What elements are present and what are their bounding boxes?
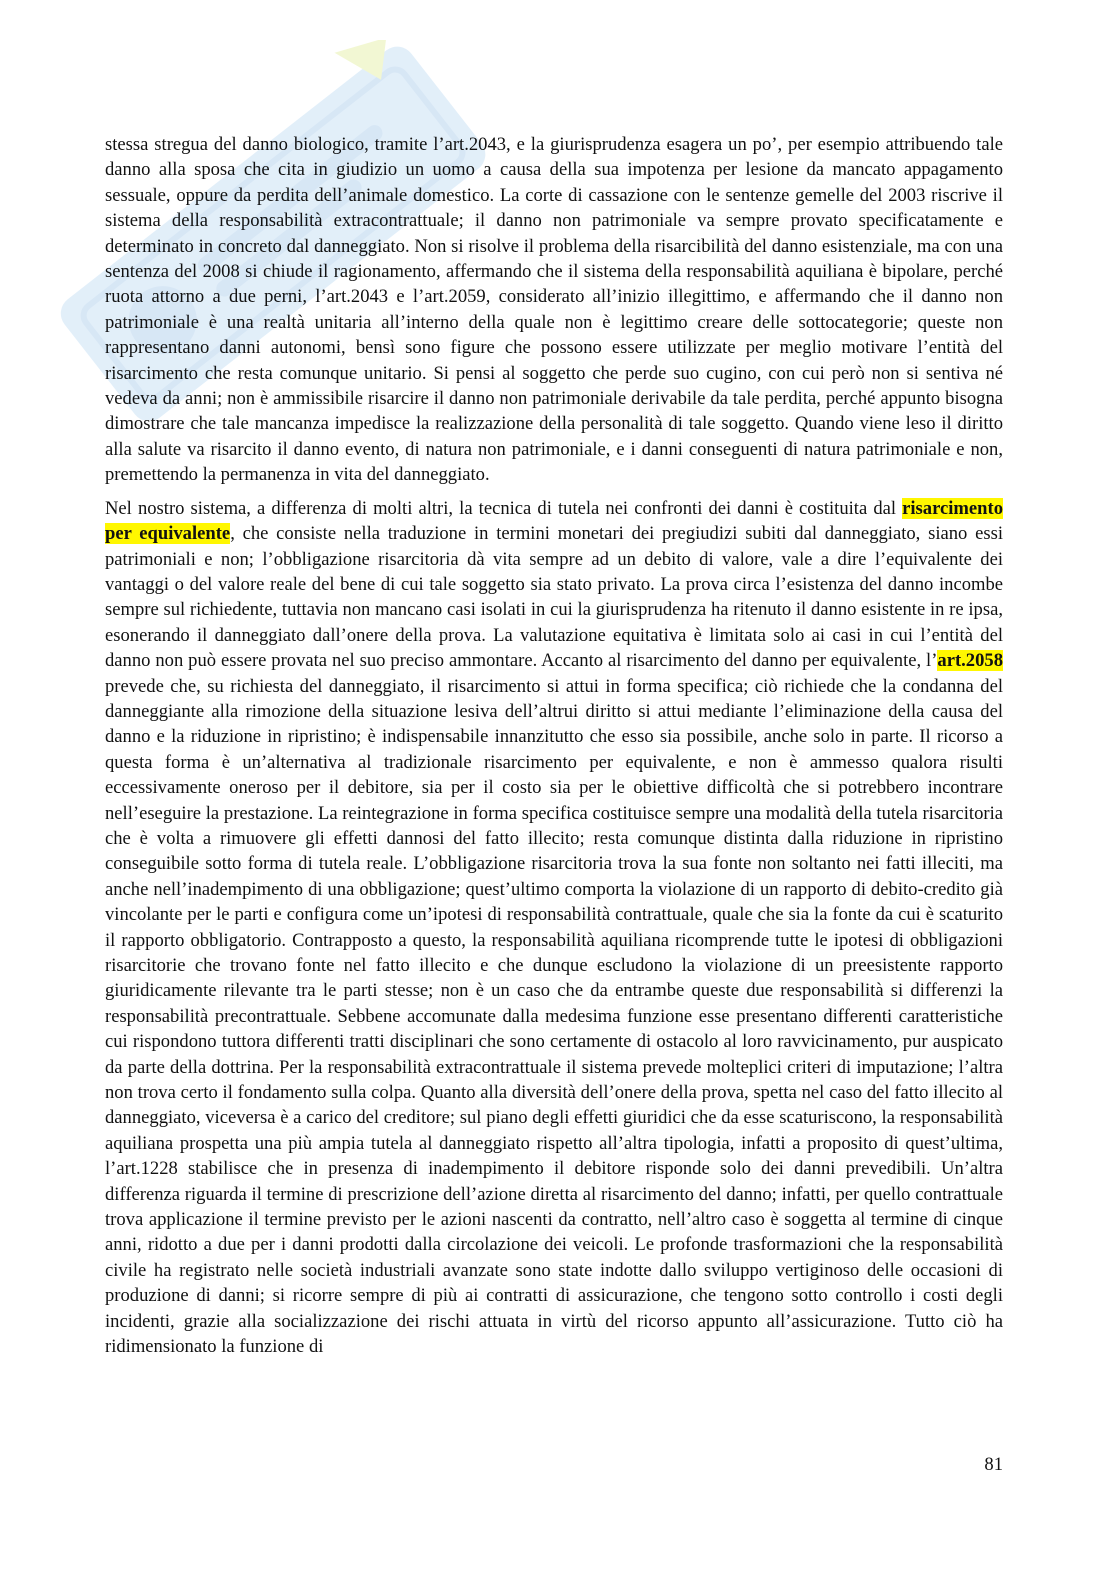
paragraph-1: stessa stregua del danno biologico, tramite l’art.2043, e la giurisprudenza esagera un po’, per esempio attribuendo tale danno alla sposa che cita in giudizio un uomo a causa della sua impotenza per lesione da mancato appagamento sessuale, oppure da perdita dell’animale domestico. La corte di cassazione con le sentenze gemelle del 2003 riscrive il sistema della responsabilità extracontrattuale; il danno non patrimoniale va sempre provato specificatamente e determinato in concreto dal danneggiato. Non si risolve il problema della risarcibilità del danno esistenziale, ma con una sentenza del 2008 si chiude il ragionamento, affermando che il sistema della responsabilità aquiliana è bipolare, perché ruota attorno a due perni, l’art.2043 e l’art.2059, considerato all’inizio illegittimo, e affermando che il danno non patrimoniale è una realtà unitaria all’interno della quale non è legittimo creare delle sottocategorie; queste non rappresentano danni autonomi, bensì sono figure che possono essere utilizzate per meglio motivare l’entità del risarcimento che resta comunque unitario. Si pensi al soggetto che perde suo cugino, con cui però non si sentiva né vedeva da anni; non è ammissibile risarcire il danno non patrimoniale derivabile da tale perdita, perché appunto bisogna dimostrare che tale mancanza impedisce la realizzazione della personalità di tale soggetto. Quando viene leso il diritto alla salute va risarcito il danno evento, di natura non patrimoniale, e i danni conseguenti di natura patrimoniale e non, premettendo la permanenza in vita del danneggiato. [105,134,1003,486]
paragraph-2-middle: , che consiste nella traduzione in termini monetari dei pregiudizi subiti dal danneggiato, siano essi patrimoniali e non; l’obbligazione risarcitoria dà vita sempre ad un debito di valore, vale a dire l’equivalente dei vantaggi o del valore reale del bene di cui tale soggetto sia stato privato. La prova circa l’esistenza del danno incombe sempre sul richiedente, tuttavia non mancano casi isolati in cui la giurisprudenza ha ritenuto il danno esistente in re ipsa, esonerando il danneggiato dall’onere della prova. La valutazione equitativa è limitata solo ai casi in cui l’entità del danno non può essere provata nel suo preciso ammontare. Accanto al risarcimento del danno per equivalente, l’ [105,523,1003,672]
paragraph-2-intro: Nel nostro sistema, a differenza di molti altri, la tecnica di tutela nei confronti dei danni è costituita dal [105,497,903,519]
highlight-risarcimento-per-equivalente: risarcimento per equivalente [105,497,1003,545]
highlight-art-2058: art.2058 [937,650,1003,672]
page-body [105,132,1003,1360]
paragraph-2 [105,496,1003,1360]
page-number: 81 [984,1454,1003,1475]
paragraph-2-rest: prevede che, su richiesta del danneggiato, il risarcimento si attui in forma specifica; ciò richiede che la condanna del danneggiante alla rimozione della situazione lesiva dell’altrui diritto si attui mediante l’eliminazione della causa del danno e la riduzione in ripristino; è indispensabile innanzitutto che esso sia possibile, anche solo in parte. Il ricorso a questa forma è un’alternativa al tradizionale risarcimento per equivalente, e non è ammesso qualora risulti eccessivamente oneroso per il debitore, sia per il costo sia per le obiettive difficoltà che si potrebbero incontrare nell’eseguire la prestazione. La reintegrazione in forma specifica costituisce sempre una modalità della tutela risarcitoria che è volta a rimuovere gli effetti dannosi del fatto illecito; resta comunque distinta dalla riduzione in ripristino conseguibile sotto forma di tutela reale. L’obbligazione risarcitoria trova la sua fonte non soltanto nei fatti illeciti, ma anche nell’inadempimento di una obbligazione; quest’ultimo comporta la violazione di un rapporto di debito-credito già vincolante per le parti e configura come un’ipotesi di responsabilità contrattuale, quale che sia la fonte da cui è scaturito il rapporto obbligatorio. Contrapposto a questo, la responsabilità aquiliana ricomprende tutte le ipotesi di obbligazioni risarcitorie che trovano fonte nel fatto illecito e che dunque escludono la violazione di un preesistente rapporto giuridicamente rilevante tra le parti stesse; non è un caso che da entrambe queste due responsabilità si differenzi la responsabilità precontrattuale. Sebbene accomunate dalla medesima funzione esse presentano differenti caratteristiche cui rispondono tuttora differenti tratti disciplinari che sono certamente di ostacolo al loro ravvicinamento, pur auspicato da parte della dottrina. Per la responsabilità extracontrattuale il sistema prevede molteplici criteri di imputazione; l’altra non trova certo il fondamento sulla colpa. Quanto alla diversità dell’onere della prova, spetta nel caso del fatto illecito al danneggiato, viceversa è a carico del creditore; sul piano degli effetti giuridici che da esse scaturiscono, la responsabilità aquiliana prospetta una più ampia tutela al danneggiato rispetto all’altra tipologia, infatti a proposito di quest’ultima, l’art.1228 stabilisce che in presenza di inadempimento il debitore risponde solo dei danni prevedibili. Un’altra differenza riguarda il termine di prescrizione dell’azione diretta al risarcimento del danno; infatti, per quello contrattuale trova applicazione il termine previsto per le azioni nascenti da contratto, nell’altro caso è soggetta al termine di cinque anni, ridotto a due per i danni prodotti dalla circolazione dei veicoli. Le profonde trasformazioni che la responsabilità civile ha registrato nelle società industriali avanzate sono state indotte dallo sviluppo vertiginoso delle occasioni di produzione di danni; si ricorre sempre di più ai contratti di assicurazione, che tengono sotto controllo i costi degli incidenti, grazie alla socializzazione dei rischi attuata in virtù del ricorso appunto all’assicurazione. Tutto ciò ha ridimensionato la funzione di [105,675,1003,1358]
